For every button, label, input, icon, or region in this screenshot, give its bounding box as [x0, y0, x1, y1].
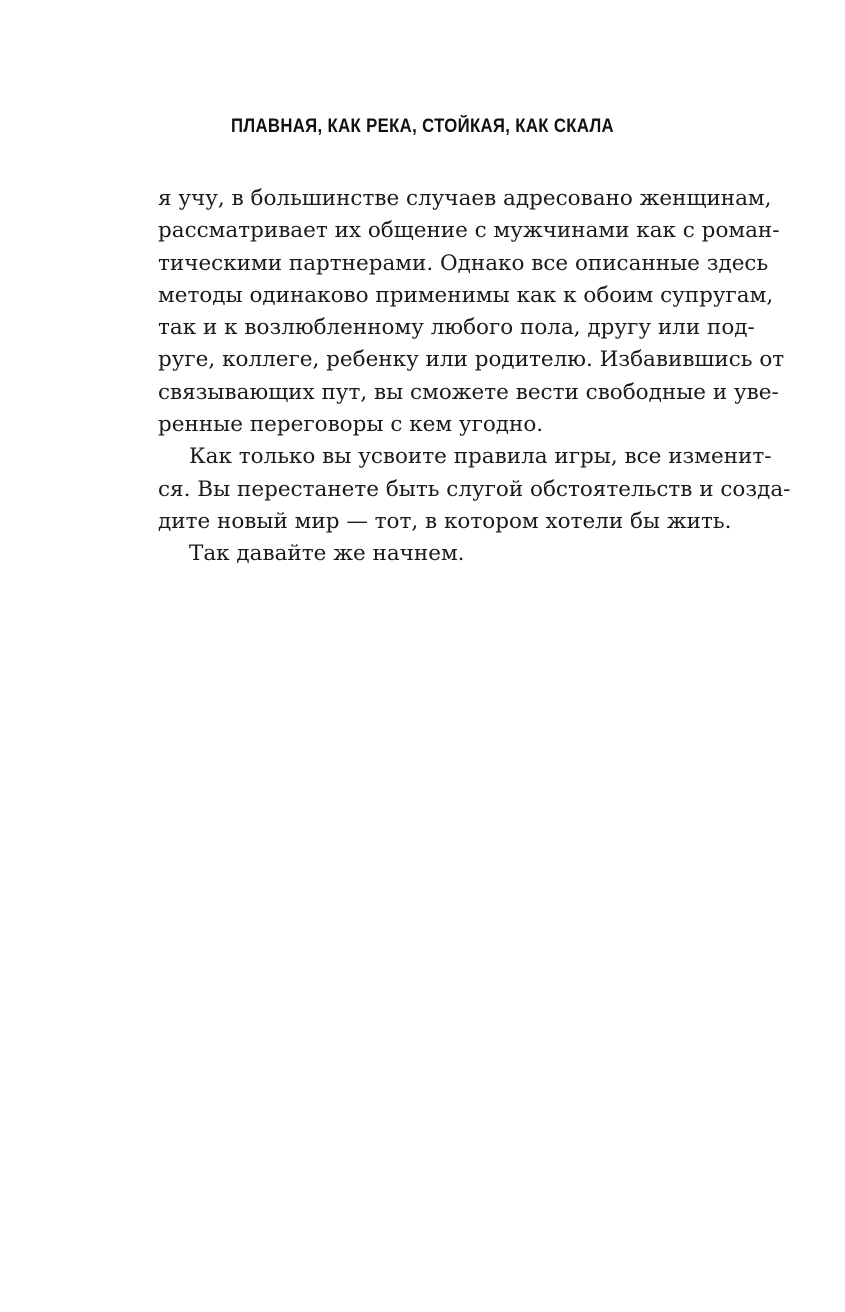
text-line: дите новый мир — тот, в котором хотели бы жить.: [158, 508, 732, 534]
text-line: рассматривает их общение с мужчинами как с роман-: [158, 218, 780, 244]
text-line: методы одинаково применимы как к обоим супругам,: [158, 282, 774, 308]
text-line: так и к возлюбленному любого пола, другу или под-: [158, 315, 755, 341]
text-line: руге, коллеге, ребенку или родителю. Избавившись от: [158, 347, 785, 373]
text-line: ся. Вы перестанете быть слугой обстоятельств и созда-: [158, 476, 791, 502]
text-line: Как только вы усвоите правила игры, все изменит-: [189, 444, 772, 470]
text-line: я учу, в большинстве случаев адресовано женщинам,: [158, 186, 772, 211]
text-line: ренные переговоры с кем угодно.: [158, 412, 544, 438]
running-header: ПЛАВНАЯ, КАК РЕКА, СТОЙКАЯ, КАК СКАЛА: [231, 116, 614, 137]
body-text: [158, 183, 791, 571]
text-line: связывающих пут, вы сможете вести свободные и уве-: [158, 379, 779, 405]
text-line: Так давайте же начнем.: [189, 541, 465, 567]
text-line: тическими партнерами. Однако все описанные здесь: [158, 250, 769, 276]
